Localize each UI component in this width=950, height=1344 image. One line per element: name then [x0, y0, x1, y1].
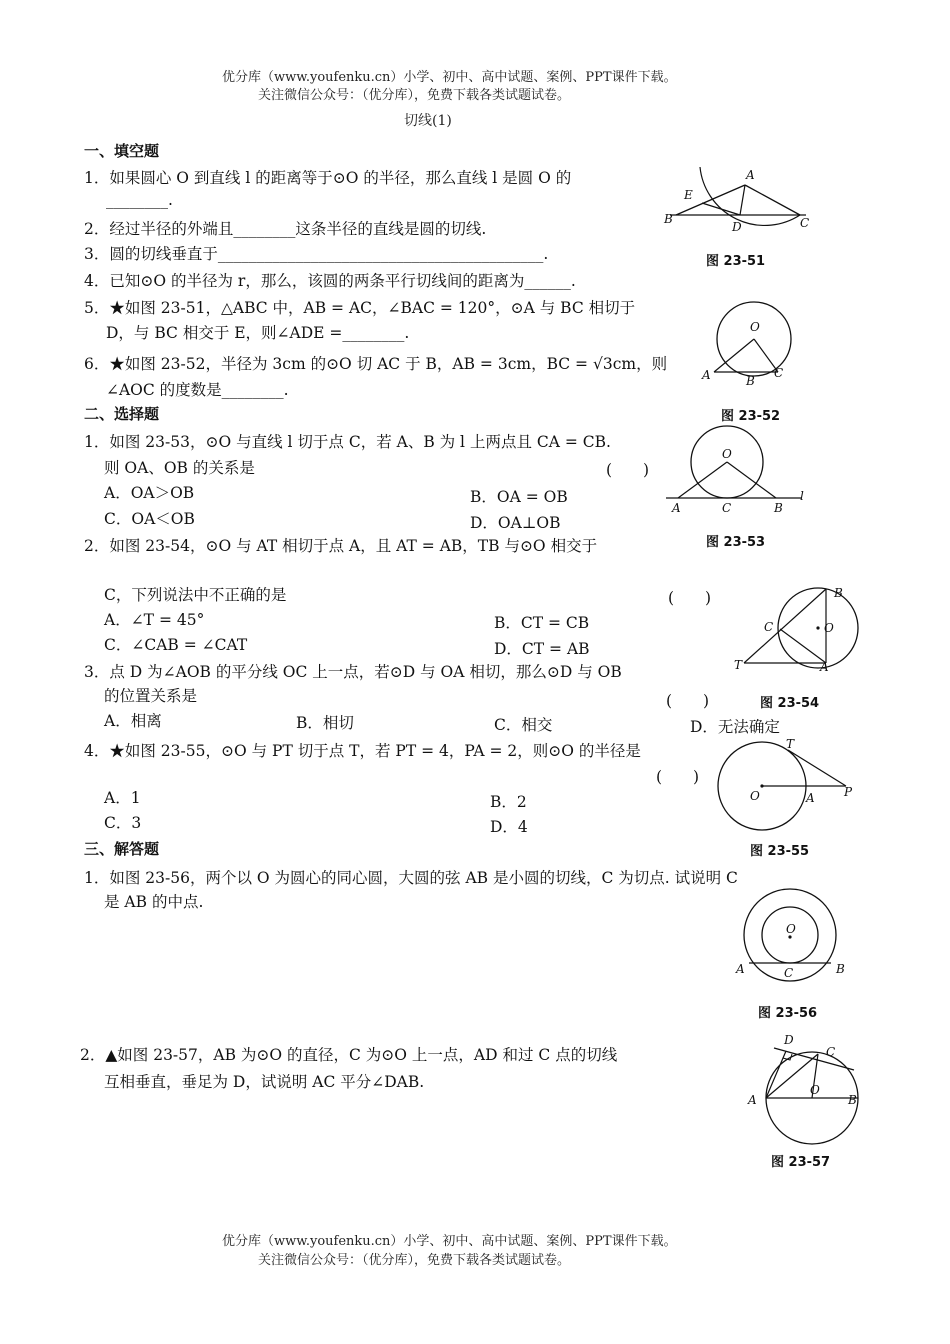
s3-q1-line2: 是 AB 的中点. — [104, 893, 204, 911]
fig55-label-t: T — [786, 737, 795, 751]
fig51-label-a: A — [746, 168, 755, 182]
fig54-center-dot — [816, 626, 819, 629]
section-heading-fill-blank: 一、填空题 — [84, 142, 160, 160]
s1-q6-line1: 6．★如图 23-52，半径为 3cm 的⊙O 切 AC 于 B，AB = 3cm，BC = √3cm，则 — [84, 355, 668, 373]
fig51-segment-de — [702, 203, 740, 215]
s2-q3-line2: 的位置关系是 — [104, 687, 198, 705]
s2-q1-line1: 1．如图 23-53，⊙O 与直线 l 切于点 C，若 A、B 为 l 上两点且 CA = CB. — [84, 433, 611, 451]
fig52-label-o: O — [750, 320, 760, 334]
s2-q1-option-a: A．OA＞OB — [104, 484, 195, 502]
fig53-label-o: O — [722, 447, 732, 461]
figure-23-52 — [700, 305, 800, 390]
s2-q2-option-d: D．CT = AB — [494, 640, 590, 658]
s2-q2-line1: 2．如图 23-54，⊙O 与 AT 相切于点 A，且 AT = AB，TB 与⊙O 相交于 — [84, 537, 598, 555]
fig55-center-dot — [760, 784, 763, 787]
section-heading-choice: 二、选择题 — [84, 405, 160, 423]
s1-q4: 4．已知⊙O 的半径为 r，那么，该圆的两条平行切线间的距离为______. — [84, 272, 576, 290]
s2-q4-answer-paren: ( ) — [656, 768, 700, 786]
s2-q2-option-c: C．∠CAB = ∠CAT — [104, 636, 248, 654]
fig54-segment-ca — [780, 629, 826, 663]
fig54-label-b: B — [834, 586, 843, 600]
s2-q2-line2: C，下列说法中不正确的是 — [104, 586, 287, 604]
fig51-label-d: D — [732, 220, 742, 234]
s2-q3-line1: 3．点 D 为∠AOB 的平分线 OC 上一点，若⊙D 与 OA 相切，那么⊙D 与 OB — [84, 663, 622, 681]
s2-q4-option-c: C．3 — [104, 814, 142, 832]
s2-q3-option-b: B．相切 — [296, 714, 354, 732]
figure-23-55 — [712, 738, 862, 838]
fig52-label-a: A — [702, 368, 711, 382]
fig52-segment-oa — [714, 339, 754, 372]
s3-q2-line1: 2．▲如图 23-57，AB 为⊙O 的直径，C 为⊙O 上一点，AD 和过 C 点的切线 — [80, 1046, 618, 1064]
fig55-tangent-pt — [788, 750, 846, 786]
fig56-label-o: O — [786, 922, 796, 936]
fig54-label-t: T — [734, 658, 743, 672]
fig53-segment-oa — [678, 462, 727, 498]
fig55-label-o: O — [750, 789, 760, 803]
s1-q3: 3．圆的切线垂直于__________________________________________. — [84, 245, 549, 263]
s2-q2-option-a: A．∠T = 45° — [104, 611, 205, 629]
fig56-label-c: C — [784, 966, 794, 980]
footer-line-2: 关注微信公众号：（优分库），免费下载各类试题试卷。 — [258, 1253, 571, 1268]
s2-q1-option-d: D．OA⊥OB — [470, 514, 561, 532]
fig53-segment-ob — [727, 462, 776, 498]
fig53-label-a: A — [672, 501, 681, 515]
s2-q1-line2: 则 OA、OB 的关系是 — [104, 459, 255, 477]
s1-q5-line1: 5．★如图 23-51，△ABC 中，AB = AC，∠BAC = 120°，⊙A 与 BC 相切于 — [84, 299, 636, 317]
figure-23-54 — [732, 585, 852, 675]
fig57-label-c: C — [826, 1045, 836, 1059]
s2-q3-option-c: C．相交 — [494, 716, 553, 734]
s2-q3-option-d: D．无法确定 — [690, 718, 780, 736]
fig51-segment-ad — [740, 185, 745, 215]
s3-q1-line1: 1．如图 23-56，两个以 O 为圆心的同心圆，大圆的弦 AB 是小圆的切线，C 为切点. 试说明 C — [84, 869, 738, 887]
s1-q2: 2．经过半径的外端且________这条半径的直线是圆的切线. — [84, 220, 487, 238]
s2-q2-answer-paren: ( ) — [668, 589, 712, 607]
header-line-2: 关注微信公众号：（优分库），免费下载各类试题试卷。 — [258, 88, 571, 103]
fig54-label-o: O — [824, 621, 834, 635]
fig57-caption: 图 23-57 — [771, 1155, 831, 1170]
figure-23-53 — [664, 428, 814, 518]
page-title: 切线(1) — [404, 113, 452, 129]
s2-q3-answer-paren: ( ) — [666, 692, 710, 710]
fig54-caption: 图 23-54 — [760, 696, 820, 711]
fig57-label-b: B — [848, 1093, 857, 1107]
fig56-caption: 图 23-56 — [758, 1006, 818, 1021]
fig53-caption: 图 23-53 — [706, 535, 766, 550]
fig55-label-p: P — [844, 785, 853, 799]
fig56-label-b: B — [836, 962, 845, 976]
fig51-side-ac — [745, 185, 800, 215]
fig52-label-c: C — [774, 366, 784, 380]
s1-q6-line2: ∠AOC 的度数是________. — [106, 381, 289, 399]
fig52-caption: 图 23-52 — [721, 409, 781, 424]
fig53-label-b: B — [774, 501, 783, 515]
fig51-label-b: B — [664, 212, 673, 226]
figure-23-56 — [732, 885, 852, 985]
s1-q1-line1: 1．如果圆心 O 到直线 l 的距离等于⊙O 的半径，那么直线 l 是圆 O 的 — [84, 169, 572, 187]
fig54-segment-tb — [744, 589, 826, 663]
fig57-label-o: O — [810, 1083, 820, 1097]
s2-q1-option-c: C．OA＜OB — [104, 510, 195, 528]
fig53-label-l: l — [800, 489, 804, 503]
footer-line-1: 优分库（www.youfenku.cn）小学、初中、高中试题、案例、PPT课件下载。 — [222, 1234, 677, 1249]
s3-q2-line2: 互相垂直，垂足为 D，试说明 AC 平分∠DAB. — [104, 1073, 425, 1091]
s2-q4-line1: 4．★如图 23-55，⊙O 与 PT 切于点 T，若 PT = 4，PA = 2，则⊙O 的半径是 — [84, 742, 641, 760]
s1-q1-line2: ________. — [106, 191, 173, 209]
s2-q1-answer-paren: ( ) — [606, 461, 650, 479]
s2-q2-option-b: B．CT = CB — [494, 614, 590, 632]
fig51-caption: 图 23-51 — [706, 254, 766, 269]
fig55-label-a: A — [806, 791, 815, 805]
figure-23-57 — [744, 1030, 874, 1145]
fig51-label-e: E — [684, 188, 693, 202]
header-line-1: 优分库（www.youfenku.cn）小学、初中、高中试题、案例、PPT课件下载。 — [222, 70, 677, 85]
fig52-label-b: B — [746, 374, 755, 388]
section-heading-answer: 三、解答题 — [84, 840, 160, 858]
fig54-label-a: A — [820, 660, 829, 674]
fig55-caption: 图 23-55 — [750, 844, 810, 859]
fig57-label-a: A — [748, 1093, 757, 1107]
figure-23-51 — [660, 165, 820, 235]
s2-q4-option-a: A．1 — [104, 789, 141, 807]
s2-q1-option-b: B．OA = OB — [470, 488, 568, 506]
fig54-label-c: C — [764, 620, 774, 634]
fig57-label-d: D — [784, 1033, 794, 1047]
s2-q3-option-a: A．相离 — [104, 712, 162, 730]
s1-q5-line2: D，与 BC 相交于 E，则∠ADE =________. — [106, 324, 410, 342]
s2-q4-option-b: B．2 — [490, 793, 527, 811]
fig56-label-a: A — [736, 962, 745, 976]
s2-q4-option-d: D．4 — [490, 818, 528, 836]
fig53-label-c: C — [722, 501, 732, 515]
fig51-label-c: C — [800, 216, 810, 230]
